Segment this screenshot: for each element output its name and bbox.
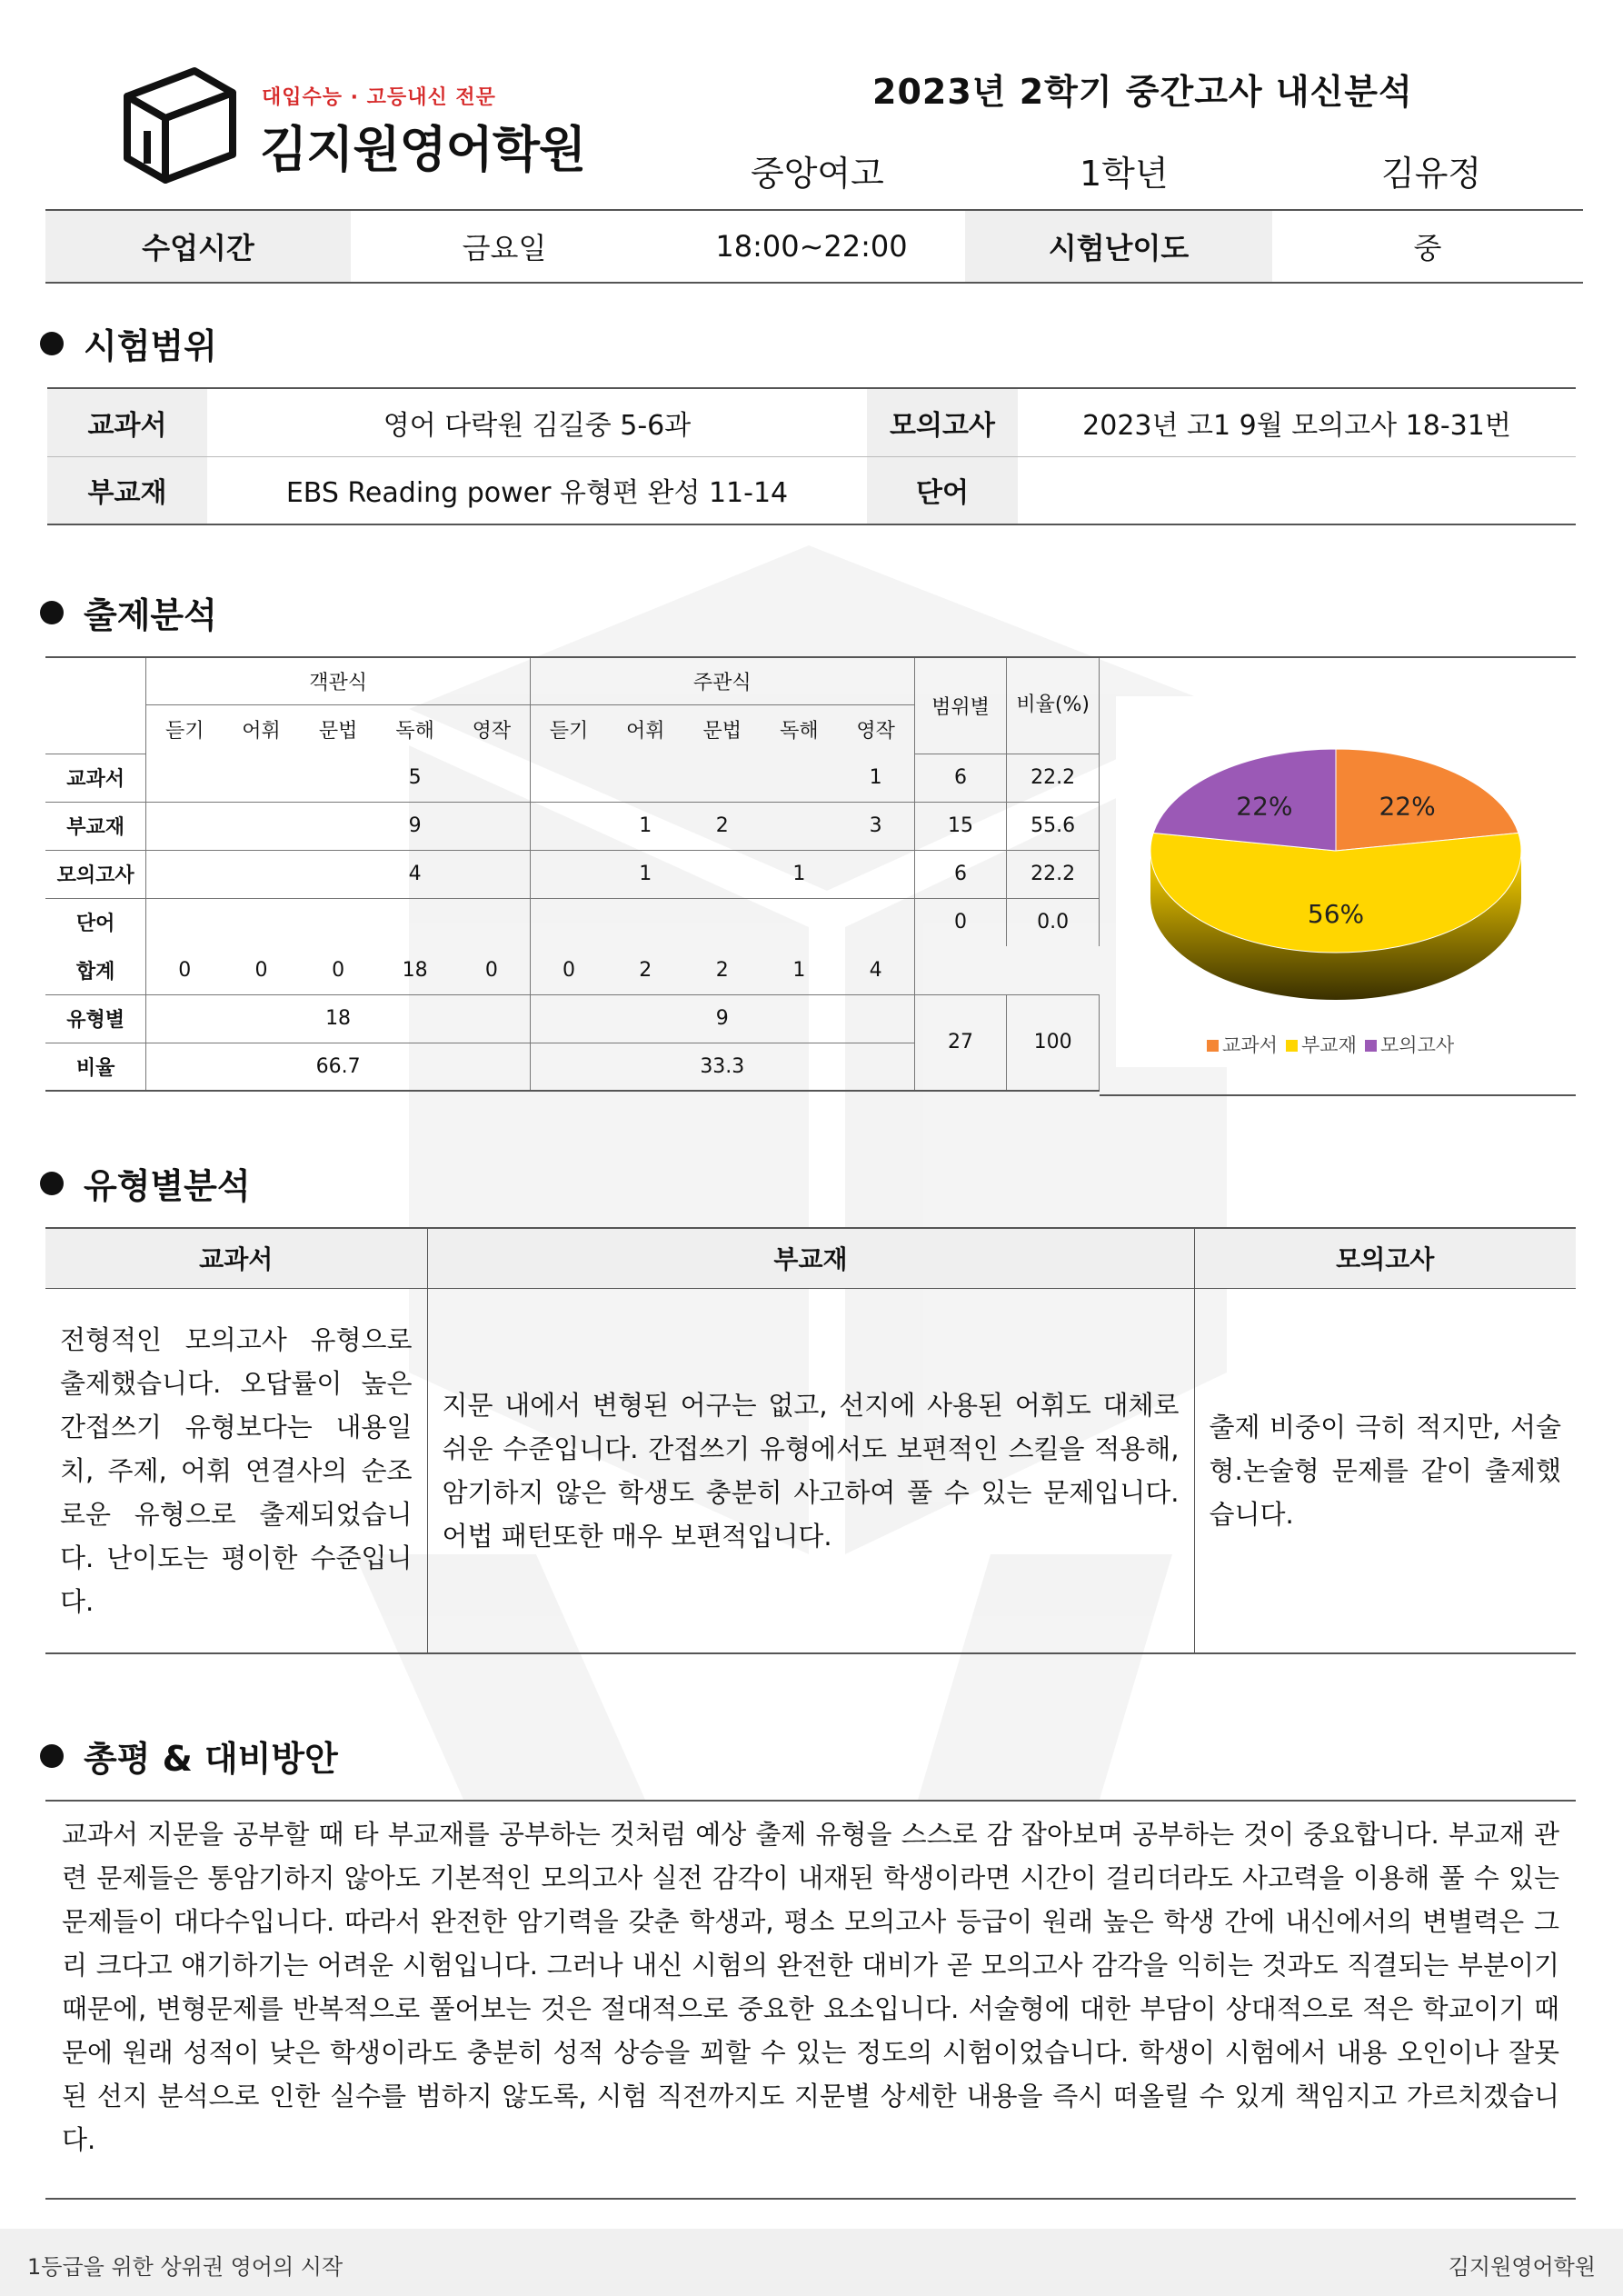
subjective-header: 주관식 [530, 657, 914, 704]
subtype-header: 어휘 [607, 704, 684, 754]
objective-header: 객관식 [146, 657, 531, 704]
count-cell [300, 898, 377, 946]
subtype-header: 문법 [684, 704, 762, 754]
section-summary-title: 총평 & 대비방안 [84, 1739, 338, 1779]
grade-level: 1학년 [1080, 154, 1169, 194]
row-ratio: 22.2 [1007, 754, 1100, 802]
count-cell: 9 [376, 802, 453, 850]
count-cell [300, 754, 377, 802]
subtype-header: 어휘 [223, 704, 300, 754]
summary-box [45, 1800, 1576, 2200]
count-cell: 2 [684, 802, 762, 850]
row-ratio: 0.0 [1007, 898, 1100, 946]
section-summary [40, 1731, 338, 1781]
legend-swatch [1207, 1040, 1219, 1052]
count-cell: 3 [838, 802, 915, 850]
class-info-table [45, 209, 1583, 284]
sum-cell: 2 [607, 946, 684, 994]
count-cell [146, 850, 224, 898]
class-time: 18:00~22:00 [715, 229, 908, 264]
range-textbook-label: 교과서 [47, 388, 207, 456]
row-ratio: 22.2 [1007, 850, 1100, 898]
subtype-header: 듣기 [146, 704, 224, 754]
range-mock-label: 모의고사 [867, 388, 1018, 456]
section-type-analysis [40, 1158, 251, 1208]
count-cell [146, 754, 224, 802]
type-sub-text: 지문 내에서 변형된 어구는 없고, 선지에 사용된 어휘도 대체로 쉬운 수준입니다. 간접쓰기 유형에서도 보편적인 스킬을 적용해, 암기하지 않은 학생도 충분히 사고하여 풀 수 있는 문제입니다. 어법 패턴또한 매우 보편적입니다. [427, 1288, 1194, 1653]
sum-cell: 0 [223, 946, 300, 994]
count-cell [223, 898, 300, 946]
analysis-data-rows [45, 754, 1100, 946]
sum-cell: 18 [376, 946, 453, 994]
count-cell: 1 [607, 802, 684, 850]
school-name: 중앙여고 [751, 154, 884, 194]
type-row-label: 유형별 [45, 994, 146, 1043]
count-cell [300, 802, 377, 850]
legend-label: 부교재 [1301, 1034, 1357, 1056]
sum-cell: 0 [300, 946, 377, 994]
count-cell [530, 850, 607, 898]
difficulty-value: 중 [1413, 231, 1442, 265]
section-type-analysis-title: 유형별분석 [84, 1166, 251, 1206]
count-cell [684, 850, 762, 898]
section-analysis-title: 출제분석 [84, 595, 217, 635]
footer [0, 2229, 1623, 2296]
pie-data-label: 56% [1307, 899, 1365, 930]
row-total: 6 [914, 850, 1007, 898]
type-analysis-table [45, 1227, 1576, 1654]
subtype-header: 영작 [453, 704, 531, 754]
sum-cell: 4 [838, 946, 915, 994]
count-cell [223, 754, 300, 802]
legend-swatch [1286, 1040, 1298, 1052]
pie-chart-panel [1100, 656, 1576, 1096]
subtype-header: 영작 [838, 704, 915, 754]
count-cell [761, 898, 838, 946]
row-label: 부교재 [45, 802, 146, 850]
row-total: 6 [914, 754, 1007, 802]
section-analysis [40, 587, 217, 637]
legend-label: 모의고사 [1380, 1034, 1455, 1056]
class-time-label: 수업시간 [45, 210, 351, 283]
count-cell [761, 754, 838, 802]
count-cell [761, 802, 838, 850]
subtype-header: 독해 [376, 704, 453, 754]
sum-cell: 0 [146, 946, 224, 994]
row-total: 15 [914, 802, 1007, 850]
type-textbook-text: 전형적인 모의고사 유형으로 출제했습니다. 오답률이 높은 간접쓰기 유형보다는 내용일치, 주제, 어휘 연결사의 순조로운 유형으로 출제되었습니다. 난이도는 평이한 수준입니다. [60, 1323, 413, 1617]
ratio-header: 비율(%) [1007, 657, 1100, 754]
count-cell [223, 850, 300, 898]
bullet-icon [40, 1744, 64, 1768]
table-row [45, 754, 1100, 802]
pie-data-label: 22% [1379, 791, 1436, 822]
corner-cell [45, 657, 146, 754]
bullet-icon [40, 601, 64, 624]
count-cell [838, 850, 915, 898]
sum-cell: 1 [761, 946, 838, 994]
logo-academy-name: 김지원영어학원 [260, 121, 586, 178]
student-name: 김유정 [1381, 154, 1482, 194]
grand-total: 27 [914, 994, 1007, 1091]
sum-cell: 0 [530, 946, 607, 994]
bullet-icon [40, 1172, 64, 1195]
count-cell [607, 898, 684, 946]
count-cell [146, 802, 224, 850]
by-range-header: 범위별 [914, 657, 1007, 754]
count-cell: 1 [607, 850, 684, 898]
count-cell [530, 898, 607, 946]
range-vocab-label: 단어 [867, 456, 1018, 524]
footer-slogan: 1등급을 위한 상위권 영어의 시작 [27, 2254, 344, 2280]
ratio-row-label: 비율 [45, 1043, 146, 1091]
type-header-mock: 모의고사 [1194, 1228, 1576, 1288]
count-cell: 4 [376, 850, 453, 898]
count-cell [838, 898, 915, 946]
row-total: 0 [914, 898, 1007, 946]
sum-row [45, 946, 1100, 994]
section-exam-range-title: 시험범위 [84, 326, 217, 366]
logo-tagline: 대입수능 · 고등내신 전문 [262, 86, 496, 109]
summary-text: 교과서 지문을 공부할 때 타 부교재를 공부하는 것처럼 예상 출제 유형을 스스로 감 잡아보며 공부하는 것이 중요합니다. 부교재 관련 문제들은 통암기하지 않아도 기본적인 모의고사 실전 감각이 내재된 학생이라면 시간이 걸리더라도 사고력을 이용해 풀 수 있는 문제들이 대다수입니다. 따라서 완전한 암기력을 갖춘 학생과, 평소 모의고사 등급이 원래 높은 학생 간에 내신에서의 변별력은 그리 크다고 얘기하기는 어려운 시험입니다. 그러나 내신 시험의 완전한 대비가 곧 모의고사 감각을 익히는 것과도 직결되는 부분이기 때문에, 변형문제를 반복적으로 풀어보는 것은 절대적으로 중요한 요소입니다. 서술형에 대한 부담이 상대적으로 적은 학교이기 때문에 원래 성적이 낮은 학생이라도 충분히 성적 상승을 꾀할 수 있는 정도의 시험이었습니다. 학생이 시험에서 내용 오인이나 잘못된 선지 분석으로 인한 실수를 범하지 않도록, 시험 직전까지도 지문별 상세한 내용을 즉시 떠올릴 수 있게 책임지고 가르치겠습니다. [62, 1819, 1559, 2155]
type-mock-text: 출제 비중이 극히 적지만, 서술형.논술형 문제를 같이 출제했습니다. [1194, 1288, 1576, 1653]
count-cell [223, 802, 300, 850]
document-title: 2023년 2학기 중간고사 내신분석 [872, 72, 1413, 112]
ratio-subj: 33.3 [530, 1043, 914, 1091]
sum-label: 합계 [45, 946, 146, 994]
count-cell: 5 [376, 754, 453, 802]
exam-range-table [47, 387, 1576, 525]
pie-data-label: 22% [1236, 791, 1293, 822]
subtype-header: 문법 [300, 704, 377, 754]
section-exam-range [40, 318, 217, 368]
count-cell [453, 802, 531, 850]
range-mock: 2023년 고1 9월 모의고사 18-31번 [1018, 388, 1576, 456]
grand-ratio: 100 [1007, 994, 1100, 1091]
subtype-header: 독해 [761, 704, 838, 754]
sum-cell: 0 [453, 946, 531, 994]
legend-label: 교과서 [1222, 1034, 1278, 1056]
type-header-sub: 부교재 [427, 1228, 1194, 1288]
count-cell: 1 [838, 754, 915, 802]
count-cell [530, 802, 607, 850]
sum-cell: 2 [684, 946, 762, 994]
legend-swatch [1365, 1040, 1377, 1052]
range-textbook: 영어 다락원 김길중 5-6과 [207, 388, 867, 456]
range-sub: EBS Reading power 유형편 완성 11-14 [285, 477, 789, 510]
type-obj-total: 18 [146, 994, 531, 1043]
row-ratio: 55.6 [1007, 802, 1100, 850]
range-sub-label: 부교재 [47, 456, 207, 524]
ratio-obj: 66.7 [146, 1043, 531, 1091]
subtype-header: 듣기 [530, 704, 607, 754]
count-cell [453, 754, 531, 802]
row-label: 단어 [45, 898, 146, 946]
count-cell [146, 898, 224, 946]
table-row [45, 802, 1100, 850]
type-header-textbook: 교과서 [45, 1228, 427, 1288]
count-cell [453, 850, 531, 898]
count-cell [300, 850, 377, 898]
count-cell [684, 898, 762, 946]
difficulty-label: 시험난이도 [965, 210, 1272, 283]
class-day: 금요일 [462, 231, 547, 265]
type-subj-total: 9 [530, 994, 914, 1043]
count-cell [607, 754, 684, 802]
row-label: 모의고사 [45, 850, 146, 898]
count-cell [684, 754, 762, 802]
bullet-icon [40, 332, 64, 355]
count-cell [453, 898, 531, 946]
count-cell: 1 [761, 850, 838, 898]
pie-chart [1116, 696, 1556, 1067]
table-row [45, 898, 1100, 946]
row-label: 교과서 [45, 754, 146, 802]
range-vocab [1018, 456, 1576, 524]
analysis-table [45, 656, 1100, 1092]
table-row [45, 850, 1100, 898]
count-cell [376, 898, 453, 946]
footer-academy: 김지원영어학원 [1448, 2254, 1596, 2280]
count-cell [530, 754, 607, 802]
box-logo-icon [120, 65, 240, 185]
